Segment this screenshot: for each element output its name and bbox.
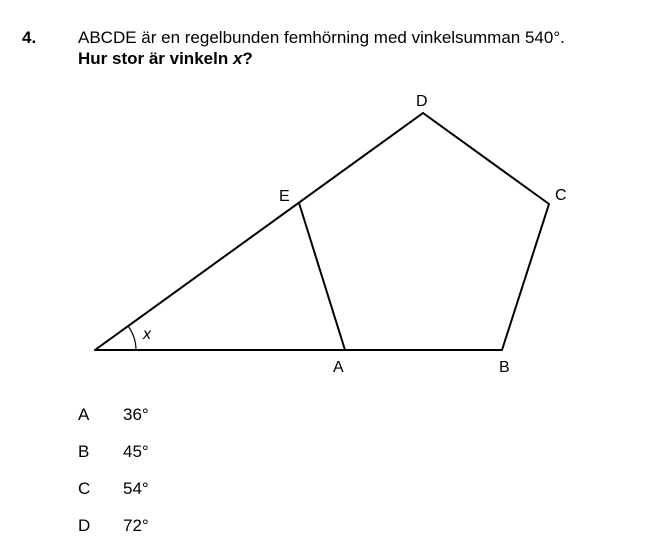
- option-letter: D: [78, 515, 91, 535]
- angle-label-x: x: [143, 326, 151, 343]
- option-value: 72°: [123, 515, 149, 535]
- prompt-end: ?: [242, 49, 253, 68]
- segment-ea: [299, 203, 345, 350]
- option-c[interactable]: [78, 470, 149, 507]
- option-value: 36°: [123, 404, 149, 424]
- angle-arc: [128, 326, 136, 350]
- option-d[interactable]: [78, 507, 149, 544]
- prompt-lead: Hur stor är vinkeln: [78, 49, 233, 68]
- label-b: B: [499, 359, 510, 376]
- label-a: A: [333, 359, 344, 376]
- segment-cb: [502, 204, 549, 350]
- question-number: 4.: [22, 28, 37, 47]
- option-letter: C: [78, 478, 91, 498]
- option-value: 45°: [123, 441, 149, 461]
- option-letter: A: [78, 404, 90, 424]
- option-letter: B: [78, 441, 90, 461]
- label-e: E: [279, 188, 290, 205]
- option-a[interactable]: [78, 396, 149, 433]
- line-vertex-to-d: [95, 113, 423, 350]
- prompt-variable: x: [232, 49, 243, 68]
- label-c: C: [555, 187, 567, 204]
- option-b[interactable]: [78, 433, 149, 470]
- segment-dc: [423, 113, 549, 204]
- option-value: 54°: [123, 478, 149, 498]
- question-text: ABCDE är en regelbunden femhörning med vinkelsumman 540°.: [78, 28, 565, 47]
- answer-options: [78, 396, 149, 544]
- label-d: D: [416, 93, 428, 110]
